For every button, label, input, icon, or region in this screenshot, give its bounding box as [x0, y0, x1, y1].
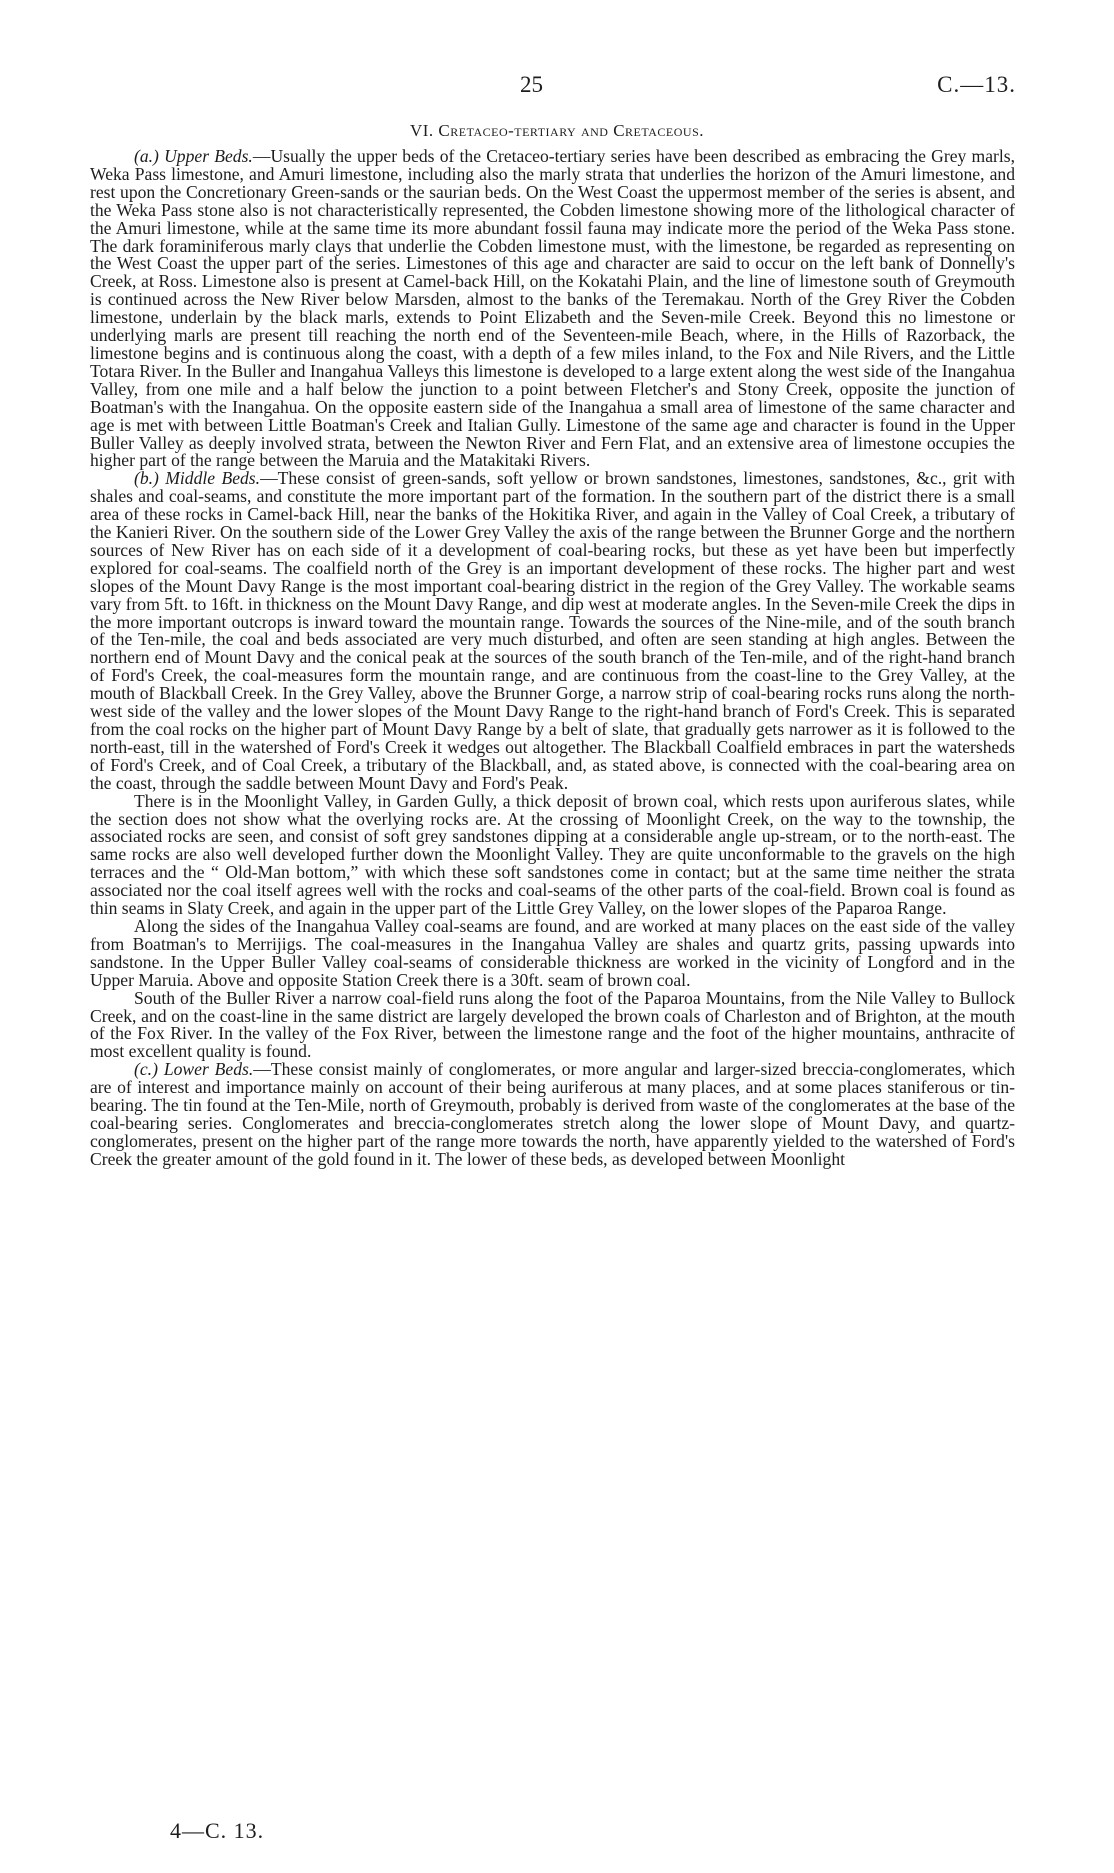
paragraph-lower-beds: [90, 1061, 1015, 1168]
paragraph-moonlight-valley: [90, 790, 1015, 919]
paragraph-upper-beds: [90, 148, 1015, 470]
page-number: 25: [520, 72, 543, 97]
paragraph-label: (b.) Middle Beds.: [134, 468, 261, 489]
paragraph-middle-beds: [90, 470, 1015, 792]
body-text: [90, 148, 1015, 1169]
paragraph-label: (a.) Upper Beds.: [134, 146, 253, 166]
paragraph-text: —These consist of green-sands, soft yellow or brown sandstones, limestones, sandstones, &c., grit with shales and coal-seams, and constitute the more important part of the formation. In the southern part of the district there is a small area of these rocks in Camel-back Hill, near the banks of the Hokitika River, and again in the Valley of Coal Creek, a tributary of the Kanieri River. On the southern side of the Lower Grey Valley the axis of the range between the Brunner Gorge and the northern sources of New River has on each side of it a development of coal-bearing rocks, but these as yet have been but imperfectly explored for coal-seams. The coalfield north of the Grey is an important development of these rocks. The higher part and west slopes of the Mount Davy Range is the most important coal-bearing district in the region of the Grey Valley. The workable seams vary from 5ft. to 16ft. in thickness on the Mount Davy Range, and dip west at moderate angles. In the Seven-mile Creek the dips in the more important outcrops is inward toward the mountain range. Towards the sources of the Nine-mile, and of the south branch of the Ten-mile, the coal and beds associated are very much disturbed, and often are seen standing at high angles. Between the northern end of Mount Davy and the conical peak at the sources of the south branch of the Ten-mile, and of the right-hand branch of Ford's Creek, the coal-measures form the mountain range, and are continuous from the coast-line to the Grey Valley, at the mouth of Blackball Creek. In the Grey Valley, above the Brunner Gorge, a narrow strip of coal-bearing rocks runs along the north-west side of the valley and the lower slopes of the Mount Davy Range to the right-hand branch of Ford's Creek. This is separated from the coal rocks on the higher part of Mount Davy Range by a belt of slate, that gradually gets narrower as it is followed to the north-east, till in the watershed of Ford's Creek it wedges out altogether. The Blackball Coalfield embraces in part the watersheds of Ford's Creek, and of Coal Creek, a tributary of the Blackball, and, as stated above, is connected with the coal-bearing area on the coast, through the saddle between Mount Davy and Ford's Peak.: [90, 468, 1015, 793]
section-title: VI. Cretaceo-tertiary and Cretaceous.: [409, 121, 705, 140]
page-header: [0, 72, 1114, 102]
paragraph-text: —Usually the upper beds of the Cretaceo-tertiary series have been described as embracing the Grey marls, Weka Pass limestone, and Amuri limestone, including also the marly strata that underlies the horizon of the Amuri limestone, and rest upon the Concretionary Green-sands or the saurian beds. On the West Coast the uppermost member of the series is absent, and the Weka Pass stone also is not characteristically represented, the Cobden limestone showing more of the lithological character of the Amuri limestone, while at the same time its more abundant fossil fauna may indicate more the period of the Weka Pass stone. The dark foraminiferous marly clays that underlie the Cobden limestone must, with the limestone, be regarded as representing on the West Coast the upper part of the series. Limestones of this age and character are said to occur on the left bank of Donnelly's Creek, at Ross. Limestone also is present at Camel-back Hill, on the Kokatahi Plain, and the line of limestone south of Greymouth is continued across the New River below Marsden, almost to the banks of the Teremakau. North of the Grey River the Cobden limestone, underlain by the black marls, extends to Point Elizabeth and the Seven-mile Creek. Beyond this no limestone or underlying marls are present till reaching the north end of the Seventeen-mile Beach, where, in the Hills of Razorback, the limestone begins and is continuous along the coast, with a depth of a few miles inland, to the Fox and Nile Rivers, and the Little Totara River. In the Buller and Inangahua Valleys this limestone is developed to a large extent along the west side of the Inangahua Valley, from one mile and a half below the junction to a point between Fletcher's and Stony Creek, opposite the junction of Boatman's with the Inangahua. On the opposite eastern side of the Inangahua a small area of limestone of the same character and age is met with between Little Boatman's Creek and Italian Gully. Limestone of the same age and character is found in the Upper Buller Valley as deeply involved strata, between the Newton River and Fern Flat, and an extensive area of limestone occupies the higher part of the range between the Maruia and the Matakitaki Rivers.: [90, 146, 1016, 471]
document-reference: C.—13.: [937, 72, 1016, 97]
paragraph-text: There is in the Moonlight Valley, in Garden Gully, a thick deposit of brown coal, which rests upon auriferous slates, while the section does not show what the overlying rocks are. At the crossing of Moonlight Creek, on the way to the township, the associated rocks are seen, and consist of soft grey sandstones dipping at a considerable angle up-stream, or to the north-east. The same rocks are also well developed further down the Moonlight Valley. They are quite unconformable to the gravels on the high terraces and the “ Old-Man bottom,” with which these soft sandstones come in contact; but at the same time neither the strata associated nor the coal itself agrees well with the rocks and coal-seams of the other parts of the coal-field. Brown coal is found as thin seams in Slaty Creek, and again in the upper part of the Little Grey Valley, on the lower slopes of the Paparoa Range.: [90, 790, 1015, 919]
footer-signature: 4—C. 13.: [170, 1818, 265, 1843]
paragraph-text: South of the Buller River a narrow coal-field runs along the foot of the Paparoa Mountains, from the Nile Valley to Bullock Creek, and on the coast-line in the same district are largely developed the brown coals of Charleston and of Brighton, at the mouth of the Fox River. In the valley of the Fox River, between the limestone range and the foot of the higher mountains, anthracite of most excellent quality is found.: [90, 987, 1015, 1062]
paragraph-buller-river: [90, 987, 1015, 1062]
paragraph-inangahua-valley: [90, 915, 1015, 990]
paragraph-text: Along the sides of the Inangahua Valley coal-seams are found, and are worked at many places on the east side of the valley from Boatman's to Merrijigs. The coal-measures in the Inangahua Valley are shales and quartz grits, passing upwards into sandstone. In the Upper Buller Valley coal-seams of considerable thickness are worked in the vicinity of Longford and in the Upper Maruia. Above and opposite Station Creek there is a 30ft. seam of brown coal.: [90, 915, 1015, 990]
paragraph-text: —These consist mainly of conglomerates, or more angular and larger-sized breccia-conglomerates, which are of interest and importance mainly on account of their being auriferous at many places, and at some places staniferous or tin-bearing. The tin found at the Ten-Mile, north of Greymouth, probably is derived from waste of the conglomerates at the base of the coal-bearing series. Conglomerates and breccia-conglomerates stretch along the lower slope of Mount Davy, and quartz-conglomerates, present on the higher part of the range more towards the north, have apparently yielded to the watershed of Ford's Creek the greater amount of the gold found in it. The lower of these beds, as developed between Moonlight: [90, 1059, 1016, 1169]
paragraph-label: (c.) Lower Beds.: [134, 1059, 254, 1080]
